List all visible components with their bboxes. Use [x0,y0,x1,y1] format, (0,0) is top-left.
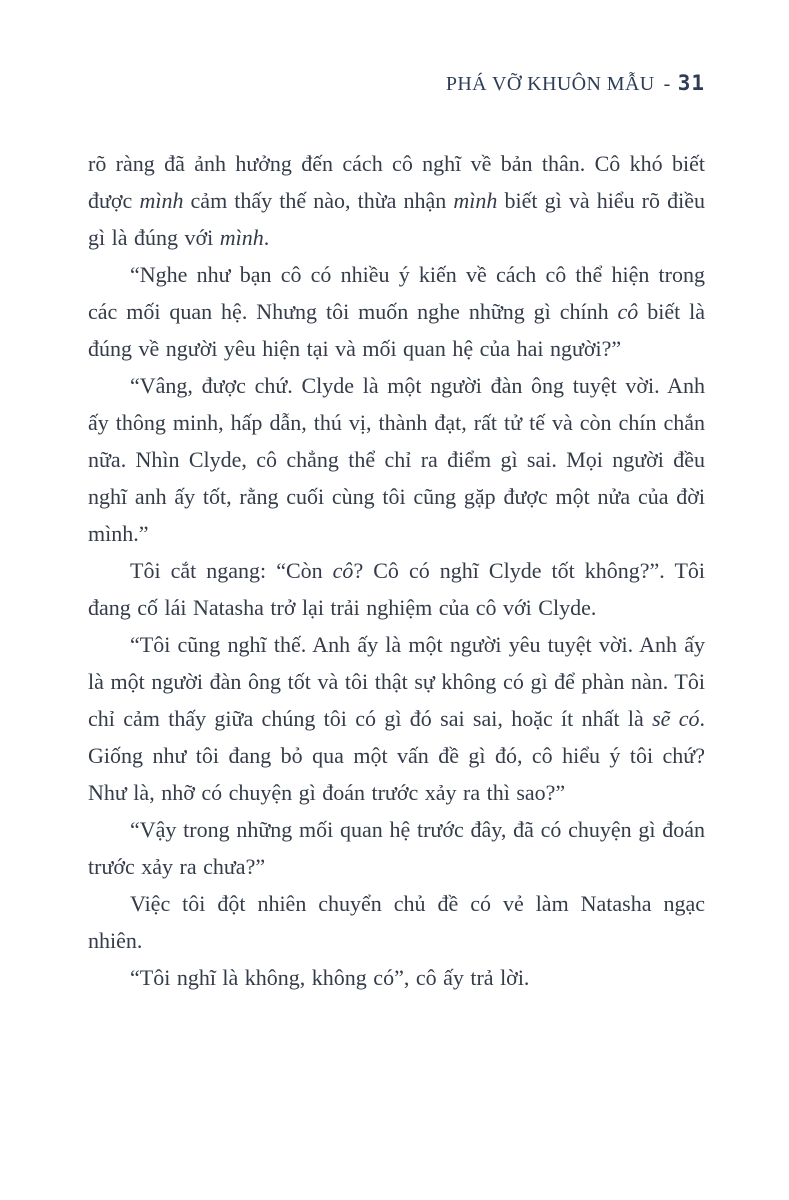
page-body [88,145,705,996]
text-run: cảm thấy thế nào, thừa nhận [183,188,454,213]
paragraph [88,811,705,885]
running-header [88,70,705,97]
paragraph [88,367,705,552]
emphasized-text: cô [332,558,354,583]
text-run: Tôi cắt ngang: “Còn [130,558,333,583]
paragraph [88,145,705,256]
text-run: rõ ràng đã ảnh hưởng đến cách cô nghĩ về bản thân. Cô khó biết được [88,151,705,213]
emphasized-text: mình [453,188,498,213]
text-run: biết gì và hiểu rõ điều gì là đúng với [88,188,705,250]
paragraph [88,256,705,367]
running-title: PHÁ VỠ KHUÔN MẪU [445,73,655,95]
text-run: “Nghe như bạn cô có nhiều ý kiến về cách cô thể hiện trong các mối quan hệ. Nhưng tôi muốn nghe những gì chính [88,262,705,324]
emphasized-text: cô [617,299,639,324]
page-number: 31 [677,71,705,95]
text-run: Việc tôi đột nhiên chuyển chủ đề có vẻ làm Natasha ngạc nhiên. [88,891,705,953]
text-run: “Tôi nghĩ là không, không có”, cô ấy trả lời. [130,965,530,990]
paragraph [88,885,705,959]
text-run: “Vâng, được chứ. Clyde là một người đàn ông tuyệt vời. Anh ấy thông minh, hấp dẫn, thú vị, thành đạt, rất tử tế và còn chín chắn nữa. Nhìn Clyde, cô chẳng thể chỉ ra điểm gì sai. Mọi người đều nghĩ anh ấy tốt, rằng cuối cùng tôi cũng gặp được một nửa của đời mình.” [88,373,705,546]
emphasized-text: mình [139,188,184,213]
text-run: ? Cô có nghĩ Clyde tốt không?”. Tôi đang cố lái Natasha trở lại trải nghiệm của cô với Clyde. [88,558,705,620]
emphasized-text: mình [219,225,264,250]
paragraph [88,552,705,626]
text-run: biết là đúng về người yêu hiện tại và mối quan hệ của hai người?” [88,299,705,361]
emphasized-text: sẽ có [652,706,700,731]
paragraph [88,959,705,996]
text-run: . [263,225,270,250]
text-run: . Giống như tôi đang bỏ qua một vấn đề gì đó, cô hiểu ý tôi chứ? Như là, nhỡ có chuyện gì đoán trước xảy ra thì sao?” [88,706,705,805]
text-run: “Tôi cũng nghĩ thế. Anh ấy là một người yêu tuyệt vời. Anh ấy là một người đàn ông tốt và tôi thật sự không có gì để phàn nàn. Tôi chỉ cảm thấy giữa chúng tôi có gì đó sai sai, hoặc ít nhất là [88,632,705,731]
header-separator: - [663,73,671,95]
text-run: “Vậy trong những mối quan hệ trước đây, đã có chuyện gì đoán trước xảy ra chưa?” [88,817,705,879]
paragraph [88,626,705,811]
